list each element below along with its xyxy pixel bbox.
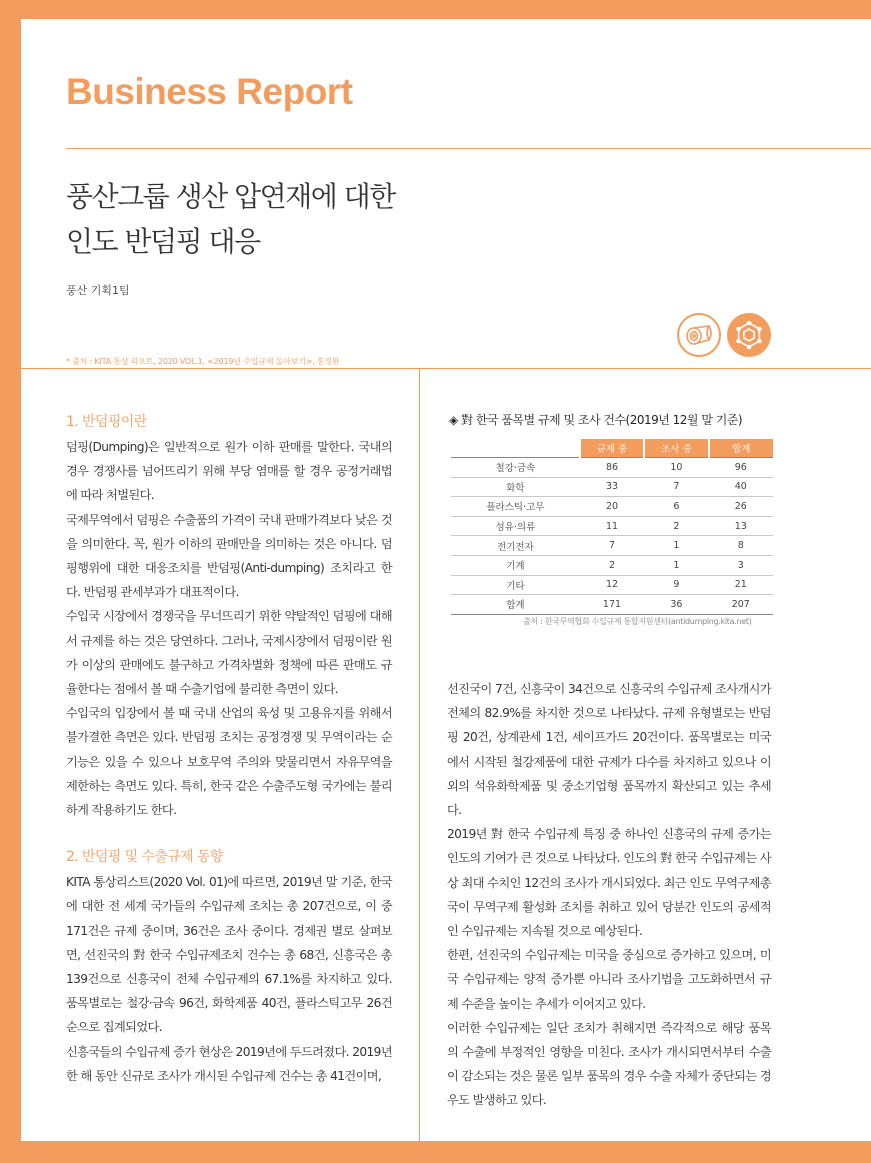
category-icons <box>677 313 771 357</box>
table-header-cell <box>451 439 580 458</box>
table-cell: 합계 <box>451 595 580 615</box>
table-cell: 7 <box>580 536 644 556</box>
table-cell: 기타 <box>451 575 580 595</box>
paragraph: KITA 통상리스트(2020 Vol. 01)에 따르면, 2019년 말 기준, 한국에 대한 전 세계 국가들의 수입규제 조치는 총 207건으로, 이 중 171건은 규제 중이며, 36건은 조사 중이다. 경제권 별로 살펴보면, 선진국의 對 한국 수입규제조치 건수는 총 68건, 신흥국은 총 139건으로 신흥국이 전체 수입규제의 67.1%를 차지하고 있다. 품목별로는 철강·금속 96건, 화학제품 40건, 플라스틱고무 26건 순으로 집계되었다. <box>66 875 392 1035</box>
table-cell: 33 <box>580 477 644 497</box>
table-cell: 1 <box>644 555 708 575</box>
author-team: 풍산 기획1팀 <box>66 284 130 297</box>
section-1-heading: 1. 반덤핑이란 <box>66 414 147 430</box>
table-cell: 기계 <box>451 555 580 575</box>
source-note: * 출처 : KITA 통상 리포트, 2020 VOL.1, <2019년 수입규제 돌아보기>, 홍정완 <box>66 357 340 366</box>
table-header-cell: 합계 <box>709 439 773 458</box>
table-cell: 207 <box>709 595 773 615</box>
table-cell: 2 <box>644 516 708 536</box>
table-cell: 플라스틱·고무 <box>451 497 580 517</box>
table-cell: 10 <box>644 458 708 478</box>
table-cell: 3 <box>709 555 773 575</box>
table-cell: 40 <box>709 477 773 497</box>
column-divider <box>419 368 420 1141</box>
table-cell: 8 <box>709 536 773 556</box>
table-cell: 12 <box>580 575 644 595</box>
content-divider <box>21 368 871 369</box>
table-header-row <box>451 439 773 458</box>
paragraph: 선진국이 7건, 신흥국이 34건으로 신흥국의 수입규제 조사개시가 전체의 82.9%를 차지한 것으로 나타났다. 규제 유형별로는 반덤핑 20건, 상계관세 1건, 세이프가드 20건이다. 품목별로는 미국에서 시작된 철강제품에 대한 규제가 다수를 차지하고 있으나 이외의 석유화학제품 및 중소기업형 품목까지 확산되고 있는 추세다. <box>447 682 771 818</box>
table-row <box>451 497 773 517</box>
table-row <box>451 477 773 497</box>
header-divider <box>66 148 871 149</box>
table-cell: 전기전자 <box>451 536 580 556</box>
table-cell: 20 <box>580 497 644 517</box>
regulation-table <box>451 439 773 615</box>
table-cell: 2 <box>580 555 644 575</box>
paragraph: 덤핑(Dumping)은 일반적으로 원가 이하 판매를 말한다. 국내의 경우 경쟁사를 넘어뜨리기 위해 부당 염매를 할 경우 공정거래법에 따라 처벌된다. <box>66 440 392 503</box>
table-total-row <box>451 595 773 615</box>
right-column <box>447 677 771 1113</box>
table-row <box>451 575 773 595</box>
report-page <box>21 19 871 1141</box>
article-title <box>66 174 395 264</box>
table-cell: 1 <box>644 536 708 556</box>
table-cell: 9 <box>644 575 708 595</box>
table-cell: 7 <box>644 477 708 497</box>
table-title: ◈ 對 한국 품목별 규제 및 조사 건수(2019년 12월 말 기준) <box>449 413 743 427</box>
table-cell: 11 <box>580 516 644 536</box>
table-cell: 철강·금속 <box>451 458 580 478</box>
table-cell: 171 <box>580 595 644 615</box>
section-2-heading: 2. 반덤핑 및 수출규제 동향 <box>66 849 223 866</box>
table-row <box>451 536 773 556</box>
paragraph: 수입국 시장에서 경쟁국을 무너뜨리기 위한 약탈적인 덤핑에 대해서 규제를 하는 것은 당연하다. 그러나, 국제시장에서 덤핑이란 원가 이상의 판매에도 불구하고 가격차별화 정책에 따른 판매도 규율한다는 점에서 볼 때 수출기업에 불리한 측면이 있다. <box>66 609 392 697</box>
table-source: 출처 : 한국무역협회 수입규제 통합지원센터(antidumping.kita.net) <box>523 617 752 626</box>
table-cell: 21 <box>709 575 773 595</box>
table-row <box>451 458 773 478</box>
paragraph: 신흥국들의 수입규제 증가 현상은 2019년에 두드려졌다. 2019년 한 해 동안 신규로 조사가 개시된 수입규제 건수는 총 41건이며, <box>66 1044 392 1083</box>
title-line-2: 인도 반덤핑 대응 <box>66 225 260 258</box>
paragraph: 한편, 선진국의 수입규제는 미국을 중심으로 증가하고 있으며, 미국 수입규제는 양적 증가뿐 아니라 조사기법을 고도화하면서 규제 수준을 높이는 추세가 이어지고 있다. <box>447 948 771 1011</box>
table-cell: 화학 <box>451 477 580 497</box>
left-column <box>66 409 392 1088</box>
table-row <box>451 555 773 575</box>
paragraph: 국제무역에서 덤핑은 수출품의 가격이 국내 판매가격보다 낮은 것을 의미한다. 꼭, 원가 이하의 판매만을 의미하는 것은 아니다. 덤핑행위에 대한 대응조치를 반덤핑(Anti-dumping) 조치라고 한다. 반덤핑 관세부과가 대표적이다. <box>66 512 392 600</box>
rolled-metal-coil-icon <box>677 313 721 357</box>
paragraph: 2019년 對 한국 수입규제 특징 중 하나인 신흥국의 규제 증가는 인도의 기여가 큰 것으로 나타났다. 인도의 對 한국 수입규제는 사상 최대 수치인 12건의 조사가 개시되었다. 최근 인도 무역구제총국이 무역구제 활성화 조치를 취하고 있어 당분간 인도의 공세적인 수입규제는 지속될 것으로 예상된다. <box>447 827 771 939</box>
table-cell: 96 <box>709 458 773 478</box>
table-cell: 26 <box>709 497 773 517</box>
hexagon-network-icon <box>727 313 771 357</box>
table-row <box>451 516 773 536</box>
paragraph: 수입국의 입장에서 볼 때 국내 산업의 육성 및 고용유지를 위해서 불가결한 측면은 있다. 반덤핑 조치는 공정경쟁 및 무역이라는 순기능은 있을 수 있으나 보호무역 주의와 맞물리면서 자유무역을 제한하는 측면도 있다. 특히, 한국 같은 수출주도형 국가에는 불리하게 작용하기도 한다. <box>66 706 392 818</box>
brand-heading: Business Report <box>66 71 353 112</box>
table-cell: 13 <box>709 516 773 536</box>
table-cell: 36 <box>644 595 708 615</box>
table-cell: 86 <box>580 458 644 478</box>
table-header-cell: 규제 중 <box>580 439 644 458</box>
title-line-1: 풍산그룹 생산 압연재에 대한 <box>66 180 395 213</box>
table-cell: 섬유·의류 <box>451 516 580 536</box>
table-cell: 6 <box>644 497 708 517</box>
paragraph: 이러한 수입규제는 일단 조치가 취해지면 즉각적으로 해당 품목의 수출에 부정적인 영향을 미친다. 조사가 개시되면서부터 수출이 감소되는 것은 물론 일부 품목의 경우 수출 자체가 중단되는 경우도 발생하고 있다. <box>447 1020 771 1108</box>
table-header-cell: 조사 중 <box>644 439 708 458</box>
